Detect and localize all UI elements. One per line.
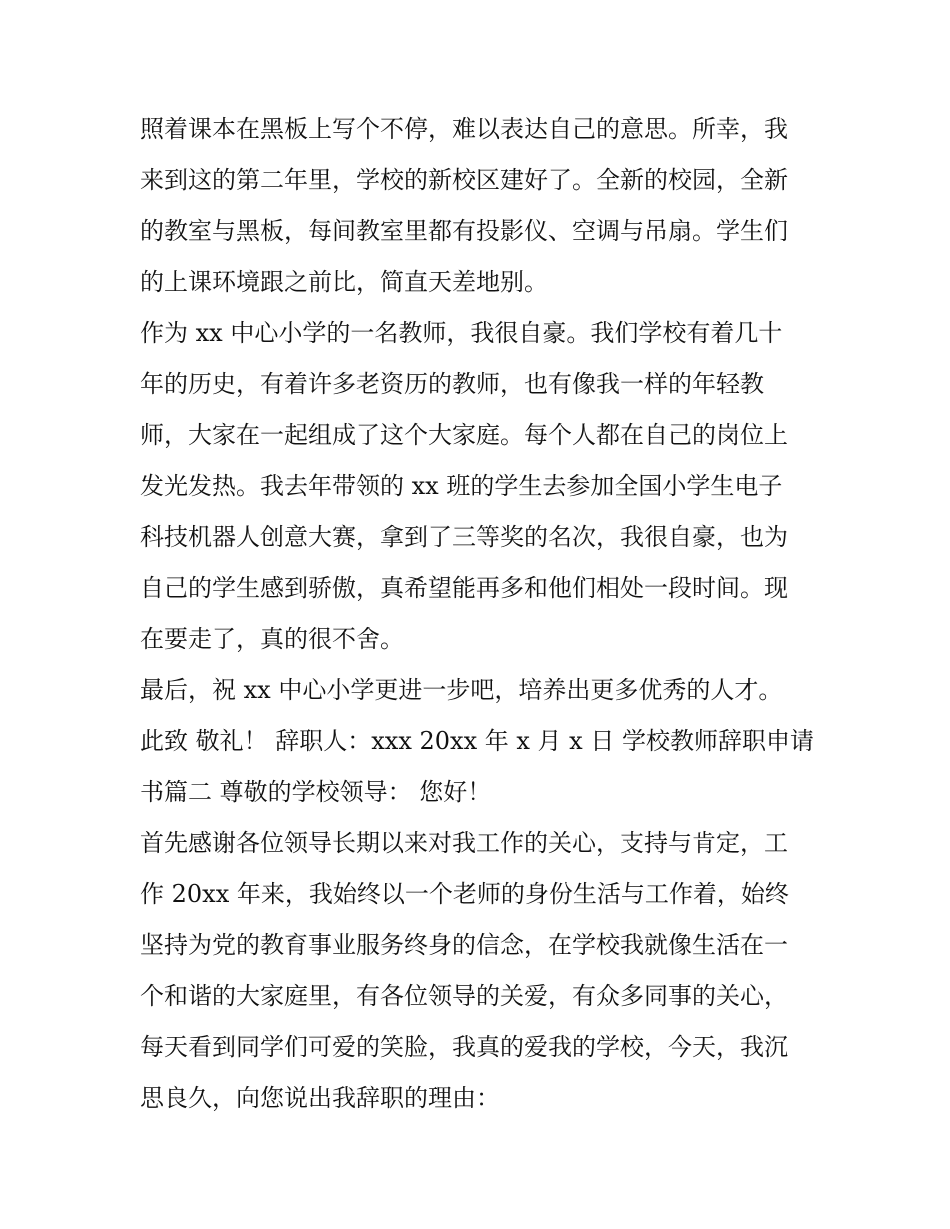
text-line: 每天看到同学们可爱的笑脸，我真的爱我的学校，今天，我沉 bbox=[140, 1033, 788, 1061]
text-line: 作 20xx 年来，我始终以一个老师的身份生活与工作着，始终 bbox=[140, 880, 789, 908]
text-line: 坚持为党的教育事业服务终身的信念，在学校我就像生活在一 bbox=[140, 931, 788, 959]
text-line: 师，大家在一起组成了这个大家庭。每个人都在自己的岗位上 bbox=[140, 421, 788, 449]
text-line: 自己的学生感到骄傲，真希望能再多和他们相处一段时间。现 bbox=[140, 574, 788, 602]
text-line: 最后，祝 xx 中心小学更进一步吧，培养出更多优秀的人才。 bbox=[140, 676, 783, 704]
text-line: 科技机器人创意大赛，拿到了三等奖的名次，我很自豪，也为 bbox=[140, 523, 788, 551]
text-line: 照着课本在黑板上写个不停，难以表达自己的意思。所幸，我 bbox=[140, 115, 788, 143]
text-line: 作为 xx 中心小学的一名教师，我很自豪。我们学校有着几十 bbox=[140, 319, 783, 347]
text-line: 首先感谢各位领导长期以来对我工作的关心，支持与肯定，工 bbox=[140, 829, 788, 857]
text-line: 个和谐的大家庭里，有各位领导的关爱，有众多同事的关心， bbox=[140, 982, 788, 1010]
text-line: 思良久，向您说出我辞职的理由： bbox=[140, 1084, 500, 1112]
text-line: 的教室与黑板，每间教室里都有投影仪、空调与吊扇。学生们 bbox=[140, 217, 788, 245]
text-line: 此致 敬礼！ 辞职人：xxx 20xx 年 x 月 x 日 学校教师辞职申请 bbox=[140, 727, 814, 755]
text-line: 书篇二 尊敬的学校领导： 您好！ bbox=[140, 778, 492, 806]
text-line: 在要走了，真的很不舍。 bbox=[140, 625, 404, 653]
text-line: 发光发热。我去年带领的 xx 班的学生去参加全国小学生电子 bbox=[140, 472, 783, 500]
text-line: 年的历史，有着许多老资历的教师，也有像我一样的年轻教 bbox=[140, 370, 764, 398]
document-body bbox=[140, 104, 820, 1124]
text-line: 的上课环境跟之前比，简直天差地别。 bbox=[140, 268, 548, 296]
text-line: 来到这的第二年里，学校的新校区建好了。全新的校园，全新 bbox=[140, 166, 788, 194]
